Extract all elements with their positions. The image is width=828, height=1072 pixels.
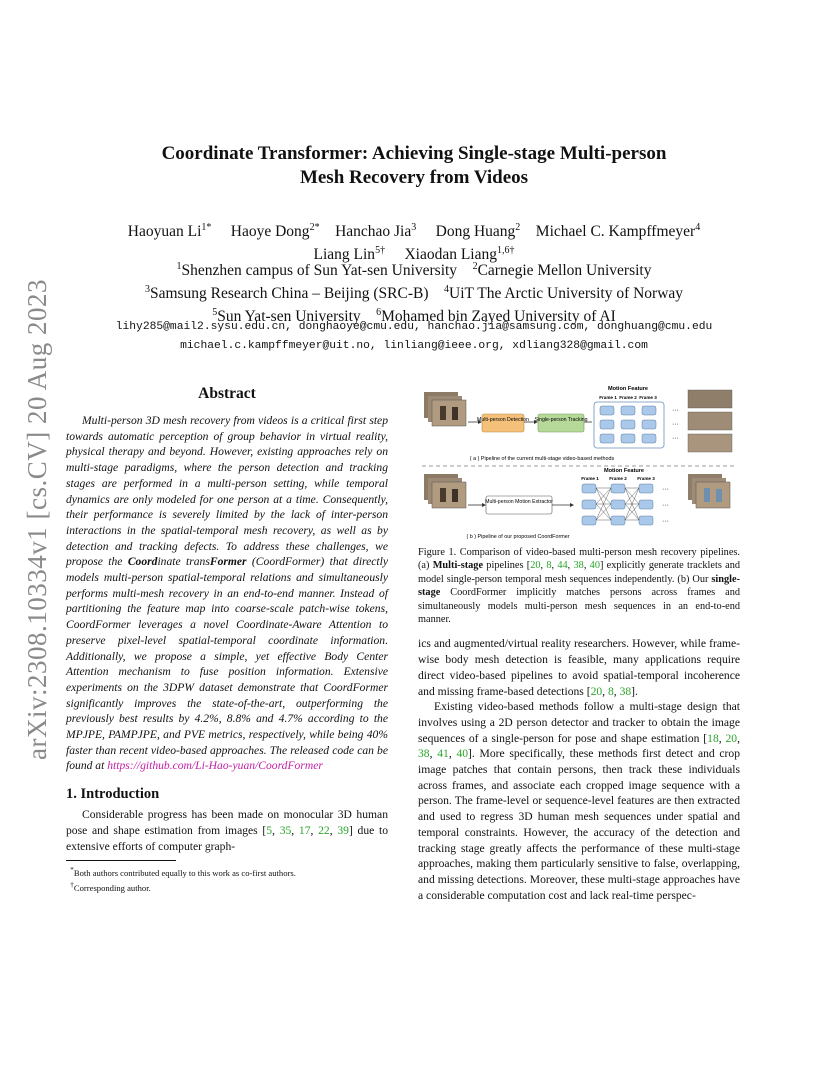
cross-frame-attention	[582, 484, 653, 525]
affil-4-sup: 4	[444, 284, 449, 296]
ellipsis-mark: ···	[672, 435, 679, 442]
author-1: Haoyuan Li	[127, 223, 202, 241]
person-silhouette	[452, 407, 458, 420]
citation[interactable]: 39	[337, 823, 349, 837]
output-meshes-a	[688, 390, 732, 452]
right-column	[418, 380, 740, 903]
frame-label: Frame 1	[581, 476, 599, 481]
affil-4: UiT The Arctic University of Norway	[449, 285, 684, 303]
paper-title	[60, 142, 768, 190]
footnote-2	[66, 879, 388, 894]
right-p1-text: ics and augmented/virtual reality researchers. However, while frame-wise body mesh detection is feasible, many applications require direct video-based pipelines to avoid spatial-temporal incoherence and missing frame-based detections [	[418, 637, 740, 698]
figure-1	[418, 380, 740, 542]
author-4: Dong Huang	[435, 223, 516, 241]
citation[interactable]: 20	[725, 731, 738, 745]
citation[interactable]: 38	[619, 684, 632, 698]
author-4-sup: 2	[515, 222, 521, 233]
ellipsis-mark: ···	[662, 486, 669, 493]
right-p2-rest: ]. More specifically, these methods first detect and crop image patches that contain persons, then track these individuals across frames, and associate each cropped image sequence with a person. The frame-level or sequence-level features are then extracted and used to regress 3D human mesh sequences under spatial and temporal constraints. However, the accuracy of the detection and tracking stage greatly affects the performance of these multi-stage approaches, making them particularly sensitive to false, overlapping, and missing detections. Moreover, these multi-stage approaches have a considerable computation cost and lack real-time perspec-	[418, 747, 741, 902]
right-paragraph-2: Existing video-based methods follow a multi-stage design that involves using a 2D person detector and tracker to obtain the image sequences of a single-person for pose and shape estimation [18, 20, 38, 41, 40]. More specifically, these methods first detect and crop image patches that contain persons, then track these individuals across frames, and associate each cropped image sequence with a person. The frame-level or sequence-level features are then extracted and used to regress 3D human mesh sequences under spatial and temporal constraints. However, the accuracy of the detection and tracking stage greatly affects the performance of these multi-stage approaches, making them particularly sensitive to false, overlapping, and missing detections. Moreover, these multi-stage approaches have a considerable computation cost and lack real-time perspec-	[418, 700, 741, 902]
arrow-head	[570, 503, 574, 507]
person-silhouette	[440, 406, 446, 420]
figure-caption: Figure 1. Comparison of video-based multi-person mesh recovery pipelines. (a) Multi-stage pipelines [20, 8, 44, 38, 40] explicitly generate tracklets and model single-person temporal mesh sequences independently. (b) Our single-stage CoordFormer implicitly matches persons across frames and simultaneously models multi-person mesh sequences in an end-to-end manner.	[418, 547, 740, 626]
video-thumbnails-a	[424, 392, 466, 426]
title-line-1: Coordinate Transformer: Achieving Single-stage Multi-person	[161, 143, 667, 164]
motion-extractor-label	[485, 499, 553, 505]
citation[interactable]: 35	[279, 823, 292, 837]
citation[interactable]: 38	[573, 560, 584, 572]
tracking-label-text: Single-person Tracking	[534, 417, 588, 423]
arxiv-identifier: arXiv:2308.10334v1 [cs.CV] 20 Aug 2023	[22, 279, 52, 760]
footnote-2-symbol: †	[70, 881, 74, 890]
intro-text-2: ] due to extensive efforts of computer graph-	[66, 823, 389, 853]
abstract-part-2: inate trans	[157, 555, 210, 569]
intro-heading: 1. Introduction	[66, 786, 160, 803]
affil-2-sup: 2	[472, 261, 478, 272]
abstract-part-1: Multi-person 3D mesh recovery from videos is a critical first step towards automatic perception of group behavior in virtual reality, physical therapy and beyond. However, existing approaches rely on multi-stage paradigms, where the person detection and tracking stages are performed in a multi-person setting, while temporal dynamics are only modeled for one person at a time. Consequently, their performance is severely limited by the lack of inter-person interactions in the spatial-temporal mesh recovery, as well as by detection and tracking defects. To address these challenges, we propose the	[66, 414, 388, 569]
author-6-sup: 5†	[375, 245, 386, 257]
right-p1-end: ].	[631, 684, 638, 698]
affil-3: Samsung Research China – Beijing (SRC-B)	[149, 285, 429, 303]
abstract-bold-former: Former	[209, 555, 247, 569]
emails-line-2: michael.c.kampffmeyer@uit.no, linliang@ieee.org, xdliang328@gmail.com	[180, 340, 648, 352]
ellipsis-mark: ···	[672, 407, 679, 414]
author-7-sup: 1,6†	[496, 245, 515, 257]
citation[interactable]: 18	[707, 731, 719, 745]
right-p2-text: Existing video-based methods follow a multi-stage design that involves using a 2D person detector and tracker to obtain the image sequences of a single-person for pose and shape estimation [	[418, 700, 740, 745]
right-paragraph-1: ics and augmented/virtual reality researchers. However, while frame-wise body mesh detection is feasible, many applications require direct video-based pipelines to avoid spatial-temporal incoherence and missing frame-based detections [20, 8, 38].	[418, 637, 740, 698]
frame-label: Frame 2	[619, 395, 637, 400]
affil-5: Sun Yat-sen University	[217, 308, 361, 326]
caption-text-3: ] explicitly generate tracklets and model single-person temporal mesh sequences independently. (b) Our	[418, 560, 740, 585]
footnote-1	[66, 864, 388, 879]
caption-text-2: pipelines [	[483, 560, 531, 572]
abstract-text	[66, 413, 388, 774]
caption-text-1: Figure 1. Comparison of video-based multi-person mesh recovery pipelines. (a)	[418, 547, 740, 572]
caption-bold-2: single-stage	[418, 573, 740, 599]
output-meshes-b	[688, 474, 730, 508]
citation[interactable]: 40	[456, 747, 469, 761]
citation[interactable]: 40	[589, 560, 600, 572]
affil-2: Carnegie Mellon University	[477, 262, 652, 280]
detection-label-text: Multi-person Detection	[477, 417, 529, 423]
abstract-part-3: (CoordFormer) that directly models multi-person spatial-temporal relations and simultaneously performs multi-mesh recovery in an end-to-end manner. Instead of partitioning the feature map into coarse-scale patch-wise tokens, CoordFormer leverages a novel Coordinate-Aware Attention to preserve pixel-level spatial-temporal coordinate information. Additionally, we propose a simple, yet effective Body Center Attention mechanism to fuse position information. Extensive experiments on the 3DPW dataset demonstrate that CoordFormer significantly improves the state-of-the-art, outperforming the previously best results by 4.2%, 8.8% and 4.7% according to the MPJPE, PAMPJPE, and PVE metrics, respectively, while being 40% faster than recent video-based approaches. The released code can be found at	[66, 555, 389, 773]
detection-box-label	[477, 417, 529, 423]
pipeline-diagram	[418, 380, 740, 542]
affil-1-sup: 1	[176, 261, 182, 272]
intro-text-1: Considerable progress has been made on monocular 3D human pose and shape estimation from images [	[66, 808, 388, 837]
frame-label: Frame 3	[637, 476, 655, 481]
title-line-2: Mesh Recovery from Videos	[299, 167, 529, 188]
feature-row	[600, 406, 656, 443]
abstract-heading: Abstract	[198, 385, 256, 402]
citation[interactable]: 44	[557, 560, 568, 572]
citation[interactable]: 20	[530, 560, 541, 572]
affil-6: Mohamed bin Zayed University of AI	[381, 308, 616, 326]
ellipsis-mark: ···	[662, 502, 669, 509]
ellipsis-mark: ···	[672, 421, 679, 428]
motion-feature-title-b: Motion Feature	[603, 468, 645, 474]
caption-b-label: ( b ) Pipeline of our proposed CoordFormer	[466, 534, 570, 540]
caption-text-4: CoordFormer implicitly matches persons across frames and simultaneously models multi-person mesh sequences in an end-to-end manner.	[418, 587, 740, 626]
citation[interactable]: 8	[546, 560, 552, 572]
citation[interactable]: 20	[590, 684, 603, 698]
frame-label: Frame 3	[639, 395, 657, 400]
citation[interactable]: 41	[437, 747, 449, 761]
left-column	[66, 385, 388, 894]
caption-bold-1: Multi-stage	[432, 560, 484, 572]
author-5-sup: 4	[695, 222, 701, 233]
affil-6-sup: 6	[376, 307, 382, 319]
citation[interactable]: 5	[266, 823, 273, 837]
author-2-sup: 2*	[309, 222, 320, 233]
affil-3-sup: 3	[144, 284, 150, 296]
tracking-box-label	[534, 417, 587, 423]
author-2: Haoye Dong	[230, 223, 310, 241]
author-1-sup: 1*	[201, 222, 212, 233]
frame-label: Frame 1	[599, 395, 617, 400]
affil-5-sup: 5	[212, 307, 218, 319]
author-6: Liang Lin	[313, 246, 376, 264]
citation[interactable]: 22	[318, 823, 330, 837]
citation[interactable]: 17	[298, 823, 311, 837]
code-link[interactable]: https://github.com/Li-Hao-yuan/CoordFormer	[107, 759, 323, 773]
author-7: Xiaodan Liang	[404, 246, 497, 264]
footnote-1-symbol: *	[70, 866, 74, 875]
video-thumbnails-b	[424, 474, 466, 508]
extractor-label-text: Multi-person Motion Extractor	[485, 499, 553, 505]
author-3-sup: 3	[411, 222, 417, 233]
email-list	[60, 318, 768, 356]
footnote-1-text: Both authors contributed equally to this work as co-first authors.	[73, 868, 296, 879]
affil-1: Shenzhen campus of Sun Yat-sen University	[181, 262, 458, 280]
citation[interactable]: 38	[418, 747, 430, 761]
abstract-bold-coord: Coord	[127, 555, 158, 569]
emails-line-1: lihy285@mail2.sysu.edu.cn, donghaoye@cmu.edu, hanchao.jia@samsung.com, donghuang@cmu.edu	[115, 321, 713, 333]
video-frame-thumbnail	[432, 400, 466, 426]
author-3: Hanchao Jia	[335, 223, 412, 241]
intro-paragraph: Considerable progress has been made on monocular 3D human pose and shape estimation from images [5, 35, 17, 22, 39] due to extensive efforts of computer graph-	[66, 808, 389, 853]
caption-a-label: ( a ) Pipeline of the current multi-stage video-based methods	[469, 456, 615, 462]
affiliation-list	[60, 257, 768, 326]
footnote-2-text: Corresponding author.	[73, 883, 151, 893]
citation[interactable]: 8	[607, 684, 614, 698]
author-5: Michael C. Kampffmeyer	[535, 223, 696, 241]
footnote-rule	[66, 860, 176, 861]
frame-label: Frame 2	[609, 476, 627, 481]
ellipsis-mark: ···	[662, 518, 669, 525]
motion-feature-title-a: Motion Feature	[607, 386, 649, 392]
